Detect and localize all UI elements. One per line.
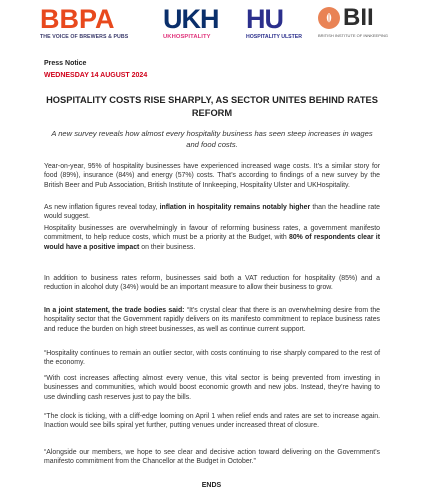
- paragraph-text: on their business.: [139, 243, 196, 251]
- paragraph-text: As new inflation figures reveal today,: [44, 204, 160, 211]
- bbpa-logo-tagline: THE VOICE OF BREWERS & PUBS: [40, 34, 129, 40]
- bii-logo-tagline: BRITISH INSTITUTE OF INNKEEPING: [318, 33, 389, 38]
- release-date: WEDNESDAY 14 AUGUST 2024: [44, 72, 148, 79]
- bii-leaf-icon: [318, 7, 340, 29]
- bbpa-logo: [40, 6, 148, 40]
- paragraph-emphasis: inflation in hospitality remains notably higher: [159, 204, 311, 211]
- logo-strip: [0, 0, 423, 52]
- hu-logo-tagline: HOSPITALITY ULSTER: [246, 34, 303, 40]
- paragraph-vat-duty: In addition to business rates reform, businesses said both a VAT reduction for hospitality (85%) and a reduction in alcohol duty (34%) would be an important measure to allow their business to grow.: [44, 275, 380, 292]
- standfirst: A new survey reveals how almost every hospitality business has seen steep increases in wages and food costs.: [51, 129, 373, 149]
- page-title: HOSPITALITY COSTS RISE SHARPLY, AS SECTOR UNITES BEHIND RATES REFORM: [46, 95, 378, 118]
- hu-logo-mark: HU: [246, 4, 283, 34]
- ukhospitality-logo: [163, 6, 233, 40]
- ukh-logo-mark: UKH: [163, 4, 219, 34]
- paragraph-clock-ticking: “The clock is ticking, with a cliff-edge looming on April 1 when relief ends and rates are set to increase again. Inaction would see bills spiral yet further, putting venues under increased threat of closure.: [44, 413, 380, 430]
- ends-marker: ENDS: [201, 482, 222, 489]
- paragraph-joint-statement: [44, 306, 380, 334]
- hospitality-ulster-logo: [246, 6, 308, 40]
- paragraph-rates-reform: [44, 224, 380, 252]
- paragraph-text: Hospitality businesses are overwhelmingly in favour of reforming business rates, a government manifesto commitment, to help reduce costs, which must be a priority at the Budget, with: [44, 225, 380, 242]
- paragraph-cost-increases: “With cost increases affecting almost every venue, this vital sector is being prevented from investing in businesses and communities, which would boost economic growth and new jobs. Instead, they’re having to use dwindling cash reserves just to pay the bills.: [44, 375, 380, 401]
- paragraph-emphasis: 80% of respondents clear it would have a positive impact: [44, 234, 380, 251]
- paragraph-emphasis: In a joint statement, the trade bodies said:: [44, 307, 185, 314]
- paragraph-outlier-sector: “Hospitality continues to remain an outlier sector, with costs continuing to rise sharply compared to the rest of the economy.: [44, 350, 380, 367]
- ukh-logo-tagline: UKHOSPITALITY: [163, 34, 211, 40]
- paragraph-survey-findings: Year-on-year, 95% of hospitality businesses have experienced increased wage costs. It’s a similar story for food (89%), insurance (84%) and energy (57%) costs. That’s according to findings of a new survey by the British Beer and Pub Association, British Institute of Innkeeping, Hospitality Ulster and UKHospitality.: [44, 163, 380, 189]
- bii-logo: [318, 6, 398, 38]
- press-notice-label: Press Notice: [44, 60, 87, 67]
- bii-logo-mark: BII: [343, 4, 374, 31]
- paragraph-inflation: [44, 203, 380, 222]
- bbpa-logo-mark: BBPA: [40, 4, 115, 34]
- paragraph-text: “It’s crystal clear that there is an overwhelming desire from the hospitality sector that the Government rapidly delivers on its manifesto commitment to replace business rates and reduce the burden on high street businesses, as well as continue current support.: [44, 307, 380, 333]
- paragraph-call-to-action: “Alongside our members, we hope to see clear and decisive action toward delivering on the Government’s manifesto commitment from the Chancellor at the Budget in October.”: [44, 449, 380, 466]
- paragraph-text: than the headline rate would suggest.: [44, 204, 380, 221]
